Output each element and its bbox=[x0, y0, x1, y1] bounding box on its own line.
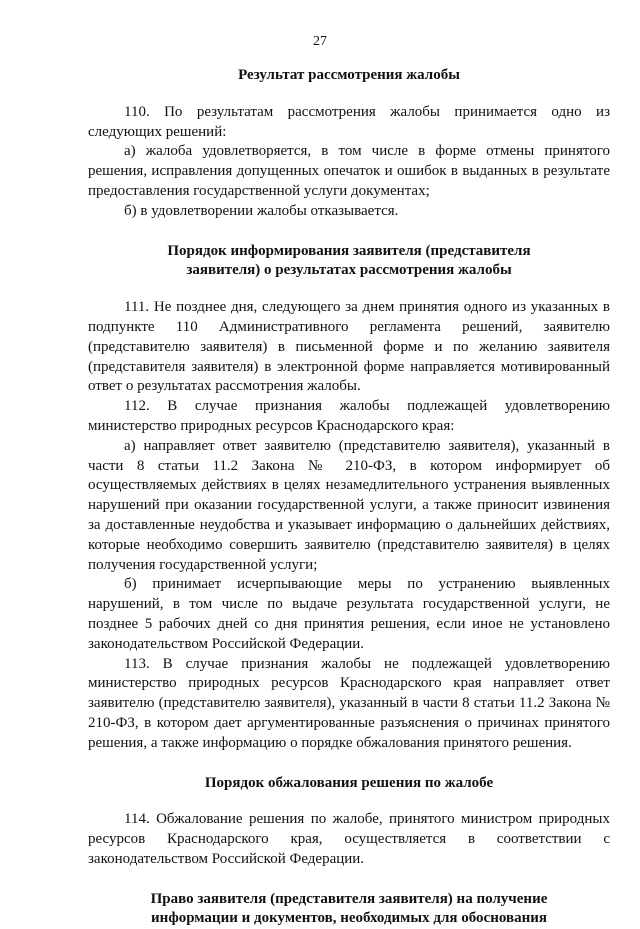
heading-line: Право заявителя (представителя заявителя) на получение bbox=[150, 890, 548, 907]
heading-line: Результат рассмотрения жалобы bbox=[238, 67, 460, 83]
paragraph: 112. В случае признания жалобы подлежащей удовлетворению министерство природных ресурсов Краснодарского края: bbox=[88, 398, 610, 434]
section-heading bbox=[88, 774, 610, 794]
paragraph: а) направляет ответ заявителю (представителю заявителя), указанный в части 8 статьи 11.2 Закона № 210-ФЗ, в котором информирует об осуществляемых действиях в целях незамедлительного устранения выявленных нарушений при оказании государственной услуги, а также приносит извинения за доставленные неудобства и указывает информацию о дальнейших действиях, которые необходимо совершить заявителю (представителю заявителя) в целях получения государственной услуги; bbox=[88, 437, 610, 573]
paragraph: а) жалоба удовлетворяется, в том числе в форме отмены принятого решения, исправления допущенных опечаток и ошибок в выданных в результате предоставления государственной услуги документах; bbox=[88, 143, 610, 199]
heading-line: Порядок обжалования решения по жалобе bbox=[204, 774, 494, 791]
paragraph: 111. Не позднее дня, следующего за днем принятия одного из указанных в подпункте 110 Административного регламента решений, заявителю (представителю заявителя) в письменной форме и по желанию заявителя (представителя заявителя) в электронной форме направляется мотивированный ответ о результатах рассмотрения жалобы. bbox=[88, 299, 610, 395]
section-heading bbox=[88, 890, 610, 929]
heading-line: Порядок информирования заявителя (представителя bbox=[167, 242, 531, 259]
paragraph: б) в удовлетворении жалобы отказывается. bbox=[124, 202, 399, 219]
section-heading bbox=[88, 242, 610, 282]
document-body bbox=[88, 66, 610, 929]
page-number: 27 bbox=[313, 34, 327, 49]
paragraph: б) принимает исчерпывающие меры по устранению выявленных нарушений, в том числе по выдаче результата государственной услуги, не позднее 5 рабочих дней со дня принятия решения, если иное не установлено законодательством Российской Федерации. bbox=[88, 576, 610, 652]
paragraph: 114. Обжалование решения по жалобе, принятого министром природных ресурсов Краснодарского края, осуществляется в соответствии с законодательством Российской Федерации. bbox=[88, 811, 610, 867]
paragraph: 113. В случае признания жалобы не подлежащей удовлетворению министерство природных ресурсов Краснодарского края направляет ответ заявителю (представителю заявителя), указанный в части 8 статьи 11.2 Закона № 210-ФЗ, в котором дает аргументированные разъяснения о причинах принятого решения, а также информацию о порядке обжалования принятого решения. bbox=[88, 655, 610, 751]
section-heading bbox=[88, 66, 610, 86]
paragraph: 110. По результатам рассмотрения жалобы принимается одно из следующих решений: bbox=[88, 103, 610, 140]
heading-line: заявителя) о результатах рассмотрения жалобы bbox=[186, 262, 512, 279]
heading-line: информации и документов, необходимых для обоснования bbox=[151, 910, 547, 927]
